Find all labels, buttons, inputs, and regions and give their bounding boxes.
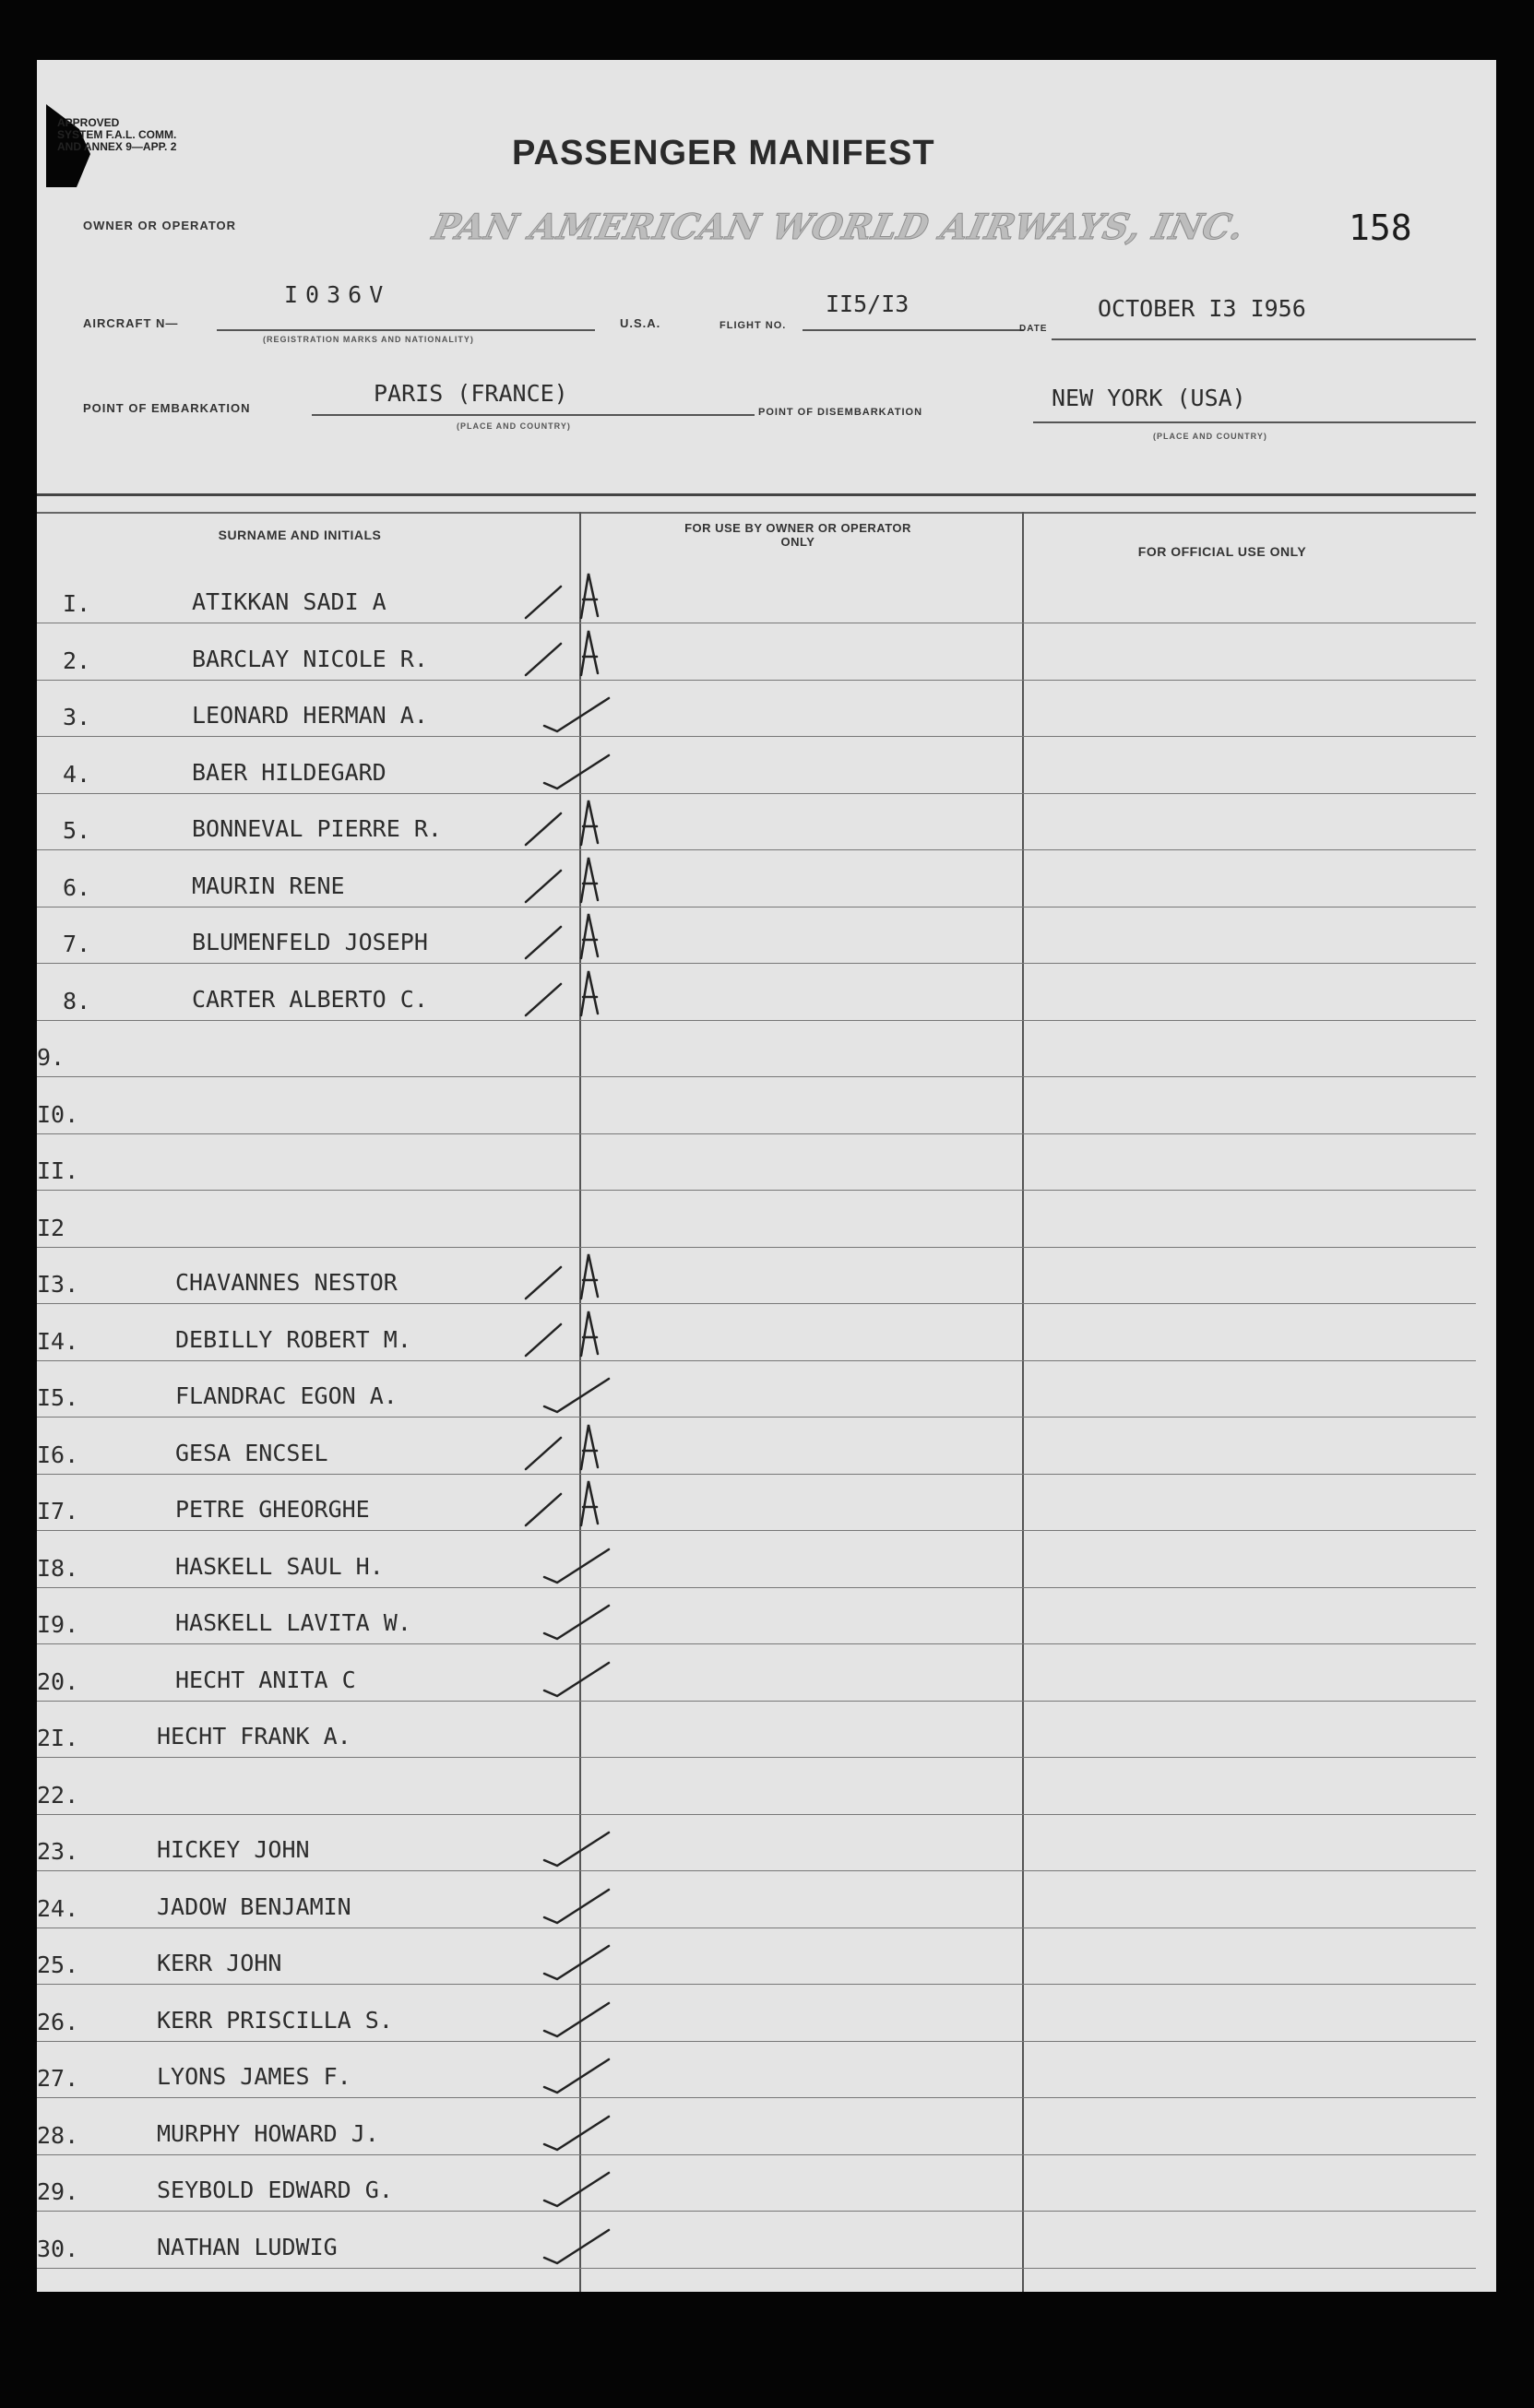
table-row xyxy=(37,1423,1496,1475)
date-label: DATE xyxy=(1019,324,1048,334)
table-row xyxy=(37,2217,1496,2269)
checkmark-a-icon xyxy=(517,901,636,966)
row-number: 27. xyxy=(37,2065,79,2092)
table-row xyxy=(37,1990,1496,2042)
checkmark-a-icon xyxy=(517,618,636,682)
checkmark-icon xyxy=(517,2206,636,2271)
passenger-name: ATIKKAN SADI A xyxy=(192,588,386,615)
checkmark-icon xyxy=(517,1355,636,1419)
usa-label: U.S.A. xyxy=(620,316,661,330)
passenger-name: SEYBOLD EDWARD G. xyxy=(157,2177,393,2203)
row-number: 25. xyxy=(37,1951,79,1978)
approval-line-1: APPROVED xyxy=(57,116,120,129)
row-rule xyxy=(37,2097,1476,2098)
row-rule xyxy=(37,2041,1476,2042)
passenger-name: CARTER ALBERTO C. xyxy=(192,986,428,1013)
row-number: 24. xyxy=(37,1895,79,1922)
approval-line-3: AND ANNEX 9—APP. 2 xyxy=(57,140,177,153)
checkmark-icon xyxy=(517,674,636,739)
row-rule xyxy=(37,1587,1476,1588)
row-number: I5. xyxy=(37,1384,79,1411)
row-rule xyxy=(37,1757,1476,1758)
checkmark-a-icon xyxy=(517,561,636,625)
table-row xyxy=(37,1310,1496,1361)
passenger-name: KERR PRISCILLA S. xyxy=(157,2007,393,2034)
flight-label: FLIGHT NO. xyxy=(719,320,787,331)
row-number: 2I. xyxy=(37,1725,79,1751)
table-top-rule-2 xyxy=(37,512,1476,514)
table-row xyxy=(37,1820,1496,1871)
table-row xyxy=(37,2104,1496,2155)
embark-label: POINT OF EMBARKATION xyxy=(83,401,251,415)
passenger-name: LYONS JAMES F. xyxy=(157,2063,351,2090)
checkmark-a-icon xyxy=(517,958,636,1023)
embark-place: PARIS (FRANCE) xyxy=(374,380,568,407)
row-rule xyxy=(37,963,1476,964)
table-row xyxy=(37,1366,1496,1418)
row-number: I3. xyxy=(37,1271,79,1298)
passenger-name: GESA ENCSEL xyxy=(175,1440,328,1466)
row-number: 30. xyxy=(37,2236,79,2262)
row-number: I2 xyxy=(37,1215,65,1241)
passenger-name: FLANDRAC EGON A. xyxy=(175,1382,398,1409)
table-row xyxy=(37,1763,1496,1815)
disembark-label: POINT OF DISEMBARKATION xyxy=(758,407,923,418)
col-header-operator: FOR USE BY OWNER OR OPERATOR ONLY xyxy=(684,521,911,549)
checkmark-a-icon xyxy=(517,1241,636,1306)
row-rule xyxy=(37,736,1476,737)
table-row xyxy=(37,742,1496,794)
passenger-name: KERR JOHN xyxy=(157,1950,282,1976)
passenger-name: NATHAN LUDWIG xyxy=(157,2234,338,2260)
table-row xyxy=(37,1706,1496,1758)
row-number: I4. xyxy=(37,1328,79,1355)
row-number: 3. xyxy=(63,704,91,730)
checkmark-a-icon xyxy=(517,1412,636,1477)
table-row xyxy=(37,572,1496,623)
row-number: 9. xyxy=(37,1044,65,1071)
form-title: PASSENGER MANIFEST xyxy=(512,134,935,172)
row-number: 8. xyxy=(63,988,91,1014)
checkmark-a-icon xyxy=(517,1468,636,1533)
row-rule xyxy=(37,1417,1476,1418)
disembark-line xyxy=(1033,421,1476,423)
approval-stamp xyxy=(57,117,176,153)
checkmark-icon xyxy=(517,1979,636,2044)
row-rule xyxy=(37,1020,1476,1021)
row-rule xyxy=(37,1701,1476,1702)
passenger-name: HECHT FRANK A. xyxy=(157,1723,351,1750)
row-number: 23. xyxy=(37,1838,79,1865)
checkmark-icon xyxy=(517,1582,636,1646)
passenger-name: HECHT ANITA C xyxy=(175,1667,356,1693)
table-row xyxy=(37,1252,1496,1304)
passenger-name: MURPHY HOWARD J. xyxy=(157,2120,379,2147)
col-header-surname: SURNAME AND INITIALS xyxy=(218,528,382,542)
passenger-name: BAER HILDEGARD xyxy=(192,759,386,786)
page-number: 158 xyxy=(1349,208,1412,248)
aircraft-sublabel: (REGISTRATION MARKS AND NATIONALITY) xyxy=(263,335,474,344)
approval-line-2: SYSTEM F.A.L. COMM. xyxy=(57,128,177,141)
row-rule xyxy=(37,1814,1476,1815)
table-top-rule xyxy=(37,493,1476,496)
table-row xyxy=(37,1196,1496,1248)
row-rule xyxy=(37,2154,1476,2155)
row-number: II. xyxy=(37,1157,79,1184)
passenger-name: HICKEY JOHN xyxy=(157,1836,310,1863)
table-row xyxy=(37,912,1496,964)
passenger-name: PETRE GHEORGHE xyxy=(175,1496,370,1523)
table-row xyxy=(37,799,1496,850)
passenger-name: BLUMENFELD JOSEPH xyxy=(192,929,428,955)
row-rule xyxy=(37,1190,1476,1191)
row-number: I8. xyxy=(37,1555,79,1582)
row-rule xyxy=(37,1984,1476,1985)
row-number: 26. xyxy=(37,2009,79,2035)
flight-date: OCTOBER I3 I956 xyxy=(1098,295,1306,322)
table-row xyxy=(37,969,1496,1021)
row-rule xyxy=(37,1303,1476,1304)
passenger-name: HASKELL LAVITA W. xyxy=(175,1609,411,1636)
table-row xyxy=(37,2160,1496,2212)
row-rule xyxy=(37,680,1476,681)
checkmark-a-icon xyxy=(517,1299,636,1363)
row-rule xyxy=(37,1870,1476,1871)
table-row xyxy=(37,1139,1496,1191)
aircraft-label: AIRCRAFT N— xyxy=(83,316,179,330)
checkmark-icon xyxy=(517,1639,636,1703)
row-rule xyxy=(37,793,1476,794)
row-rule xyxy=(37,1643,1476,1644)
table-row xyxy=(37,629,1496,681)
date-line xyxy=(1052,338,1476,340)
passenger-name: HASKELL SAUL H. xyxy=(175,1553,384,1580)
row-rule xyxy=(37,849,1476,850)
passenger-name: BARCLAY NICOLE R. xyxy=(192,646,428,672)
checkmark-a-icon xyxy=(517,788,636,852)
embark-sublabel: (PLACE AND COUNTRY) xyxy=(457,421,571,431)
aircraft-line xyxy=(217,329,595,331)
row-number: 5. xyxy=(63,817,91,844)
table-row xyxy=(37,1536,1496,1588)
passenger-name: JADOW BENJAMIN xyxy=(157,1893,351,1920)
owner-label: OWNER OR OPERATOR xyxy=(83,219,237,232)
col-header-official: FOR OFFICIAL USE ONLY xyxy=(1137,544,1307,559)
checkmark-icon xyxy=(517,2093,636,2157)
row-number: 22. xyxy=(37,1782,79,1809)
passenger-name: CHAVANNES NESTOR xyxy=(175,1269,398,1296)
row-rule xyxy=(37,1474,1476,1475)
disembark-sublabel: (PLACE AND COUNTRY) xyxy=(1153,432,1267,441)
row-rule xyxy=(37,1133,1476,1134)
checkmark-icon xyxy=(517,731,636,796)
table-row xyxy=(37,1877,1496,1928)
row-number: I. xyxy=(63,590,91,617)
row-number: 2. xyxy=(63,647,91,674)
embark-line xyxy=(312,414,755,416)
checkmark-icon xyxy=(517,1525,636,1590)
row-number: 4. xyxy=(63,761,91,788)
table-row xyxy=(37,1650,1496,1702)
flight-line xyxy=(803,329,1024,331)
row-rule xyxy=(37,1530,1476,1531)
checkmark-a-icon xyxy=(517,845,636,909)
checkmark-icon xyxy=(517,2149,636,2213)
passenger-name: BONNEVAL PIERRE R. xyxy=(192,815,442,842)
row-rule xyxy=(37,2211,1476,2212)
passenger-name: MAURIN RENE xyxy=(192,872,345,899)
row-rule xyxy=(37,1076,1476,1077)
row-number: I7. xyxy=(37,1498,79,1524)
checkmark-icon xyxy=(517,1809,636,1873)
row-number: 6. xyxy=(63,874,91,901)
table-row xyxy=(37,685,1496,737)
checkmark-icon xyxy=(517,1866,636,1930)
row-number: I0. xyxy=(37,1101,79,1128)
aircraft-registration: I036V xyxy=(284,281,391,308)
row-rule xyxy=(37,1360,1476,1361)
table-row xyxy=(37,1026,1496,1077)
row-number: 20. xyxy=(37,1668,79,1695)
passenger-name: LEONARD HERMAN A. xyxy=(192,702,428,729)
table-row xyxy=(37,1933,1496,1985)
passenger-name: DEBILLY ROBERT M. xyxy=(175,1326,411,1353)
row-number: 7. xyxy=(63,931,91,957)
checkmark-icon xyxy=(517,2035,636,2100)
disembark-place: NEW YORK (USA) xyxy=(1052,385,1246,411)
row-number: 28. xyxy=(37,2122,79,2149)
checkmark-icon xyxy=(517,1922,636,1987)
manifest-form xyxy=(37,60,1496,2292)
table-row xyxy=(37,1083,1496,1134)
table-row xyxy=(37,2046,1496,2098)
company-name: PAN AMERICAN WORLD AIRWAYS, INC. xyxy=(429,206,1248,247)
table-row xyxy=(37,856,1496,907)
flight-number: II5/I3 xyxy=(826,291,910,317)
table-row xyxy=(37,1479,1496,1531)
row-rule xyxy=(37,2268,1476,2269)
row-number: I9. xyxy=(37,1611,79,1638)
table-row xyxy=(37,1593,1496,1644)
row-number: 29. xyxy=(37,2178,79,2205)
row-rule xyxy=(37,1247,1476,1248)
row-number: I6. xyxy=(37,1441,79,1468)
